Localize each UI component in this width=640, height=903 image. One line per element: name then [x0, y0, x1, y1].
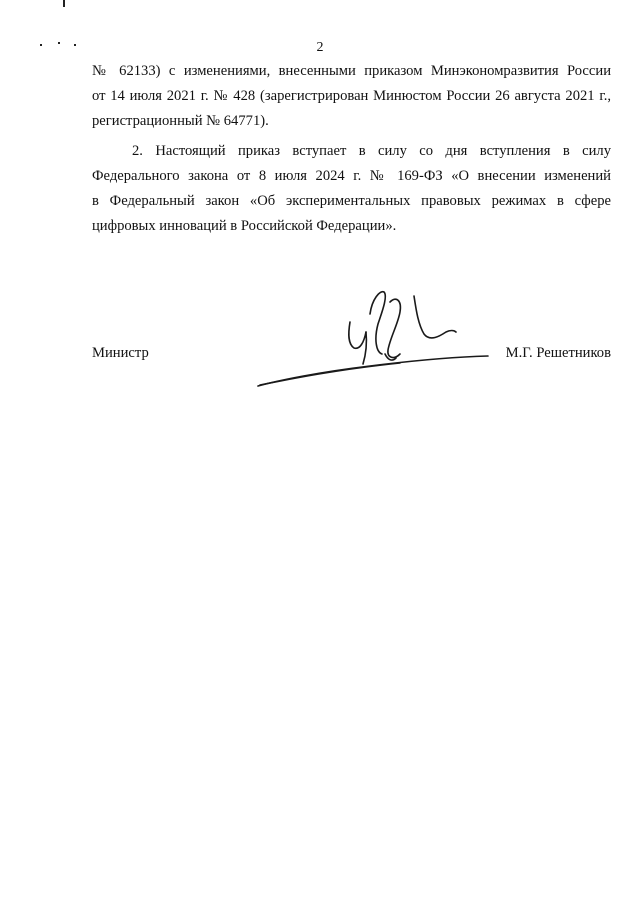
text-line: Федерального закона от 8 июля 2024 г. № 169-ФЗ «О внесении изменений: [92, 168, 611, 184]
text-line: 2. Настоящий приказ вступает в силу со дня вступления в силу: [132, 143, 611, 159]
text-line: от 14 июля 2021 г. № 428 (зарегистрирован Минюстом России 26 августа 2021 г.,: [92, 88, 611, 104]
text-line: в Федеральный закон «Об экспериментальных правовых режимах в сфере: [92, 193, 611, 209]
paragraph-continuation: [92, 59, 611, 134]
page-number: 2: [316, 40, 324, 55]
handwritten-signature: [250, 284, 490, 394]
text-line: цифровых инноваций в Российской Федерации».: [92, 218, 397, 234]
signer-name: М.Г. Решетников: [505, 345, 611, 361]
paragraph-effective-date: [92, 139, 611, 239]
scan-artifact: [63, 0, 65, 7]
text-line: № 62133) с изменениями, внесенными приказом Минэкономразвития России: [92, 63, 611, 79]
signatory-position: Министр: [92, 345, 149, 361]
text-line: регистрационный № 64771).: [92, 113, 269, 129]
